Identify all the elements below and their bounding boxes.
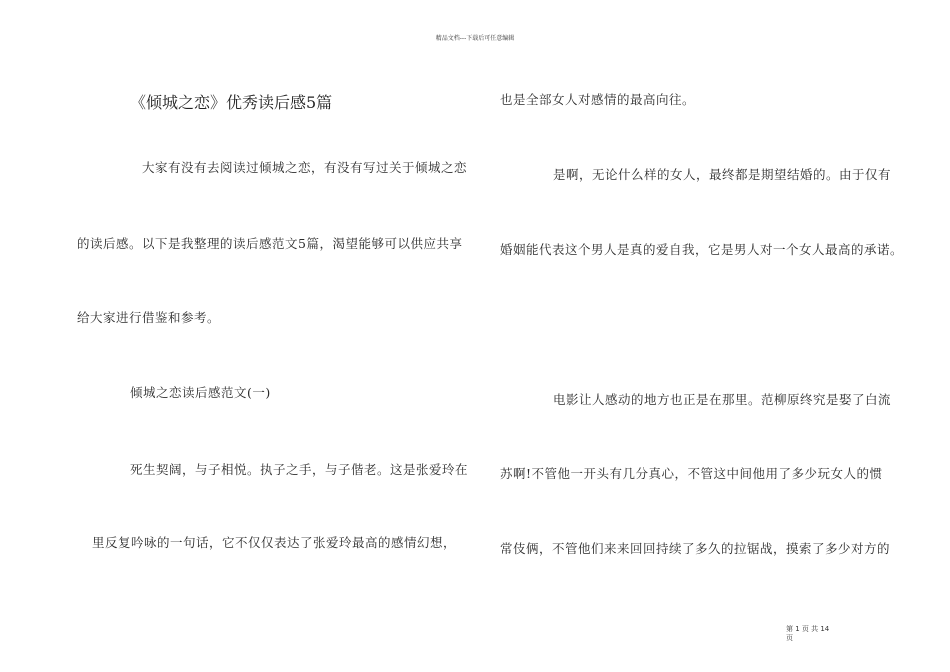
document-title: 《倾城之恋》优秀读后感5篇 <box>130 93 333 112</box>
left-paragraph-line: 给大家进行借鉴和参考。 <box>77 310 221 325</box>
left-paragraph-line: 大家有没有去阅读过倾城之恋，有没有写过关于倾城之恋 <box>142 160 468 175</box>
right-paragraph-line: 也是全部女人对感情的最高向往。 <box>500 92 696 107</box>
page-footer <box>786 625 846 643</box>
left-paragraph-line: 死生契阔，与子相悦。执子之手，与子偕老。这是张爱玲在 <box>130 462 469 477</box>
page-header: 精品文档---下载后可任意编辑 <box>435 35 515 42</box>
right-paragraph-line: 婚姻能代表这个男人是真的爱自我，它是男人对一个女人最高的承诺。 <box>500 242 904 257</box>
right-paragraph-line: 苏啊!不管他一开头有几分真心，不管这中间他用了多少玩女人的惯 <box>500 466 883 481</box>
section-heading: 倾城之恋读后感范文(一) <box>130 385 271 400</box>
page-number-suffix: 页 <box>786 634 793 642</box>
right-paragraph-line: 是啊，无论什么样的女人，最终都是期望结婚的。由于仅有 <box>553 167 892 182</box>
left-paragraph-line: 里反复吟咏的一句话，它不仅仅表达了张爱玲最高的感情幻想， <box>92 535 457 550</box>
page-number: 第 1 页 共 14 <box>786 625 830 633</box>
right-paragraph-line: 电影让人感动的地方也正是在那里。范柳原终究是娶了白流 <box>553 392 892 407</box>
left-paragraph-line: 的读后感。以下是我整理的读后感范文5篇，渴望能够可以供应共享 <box>77 236 463 251</box>
right-paragraph-line: 常伎俩，不管他们来来回回持续了多久的拉锯战，摸索了多少对方的 <box>500 541 891 556</box>
